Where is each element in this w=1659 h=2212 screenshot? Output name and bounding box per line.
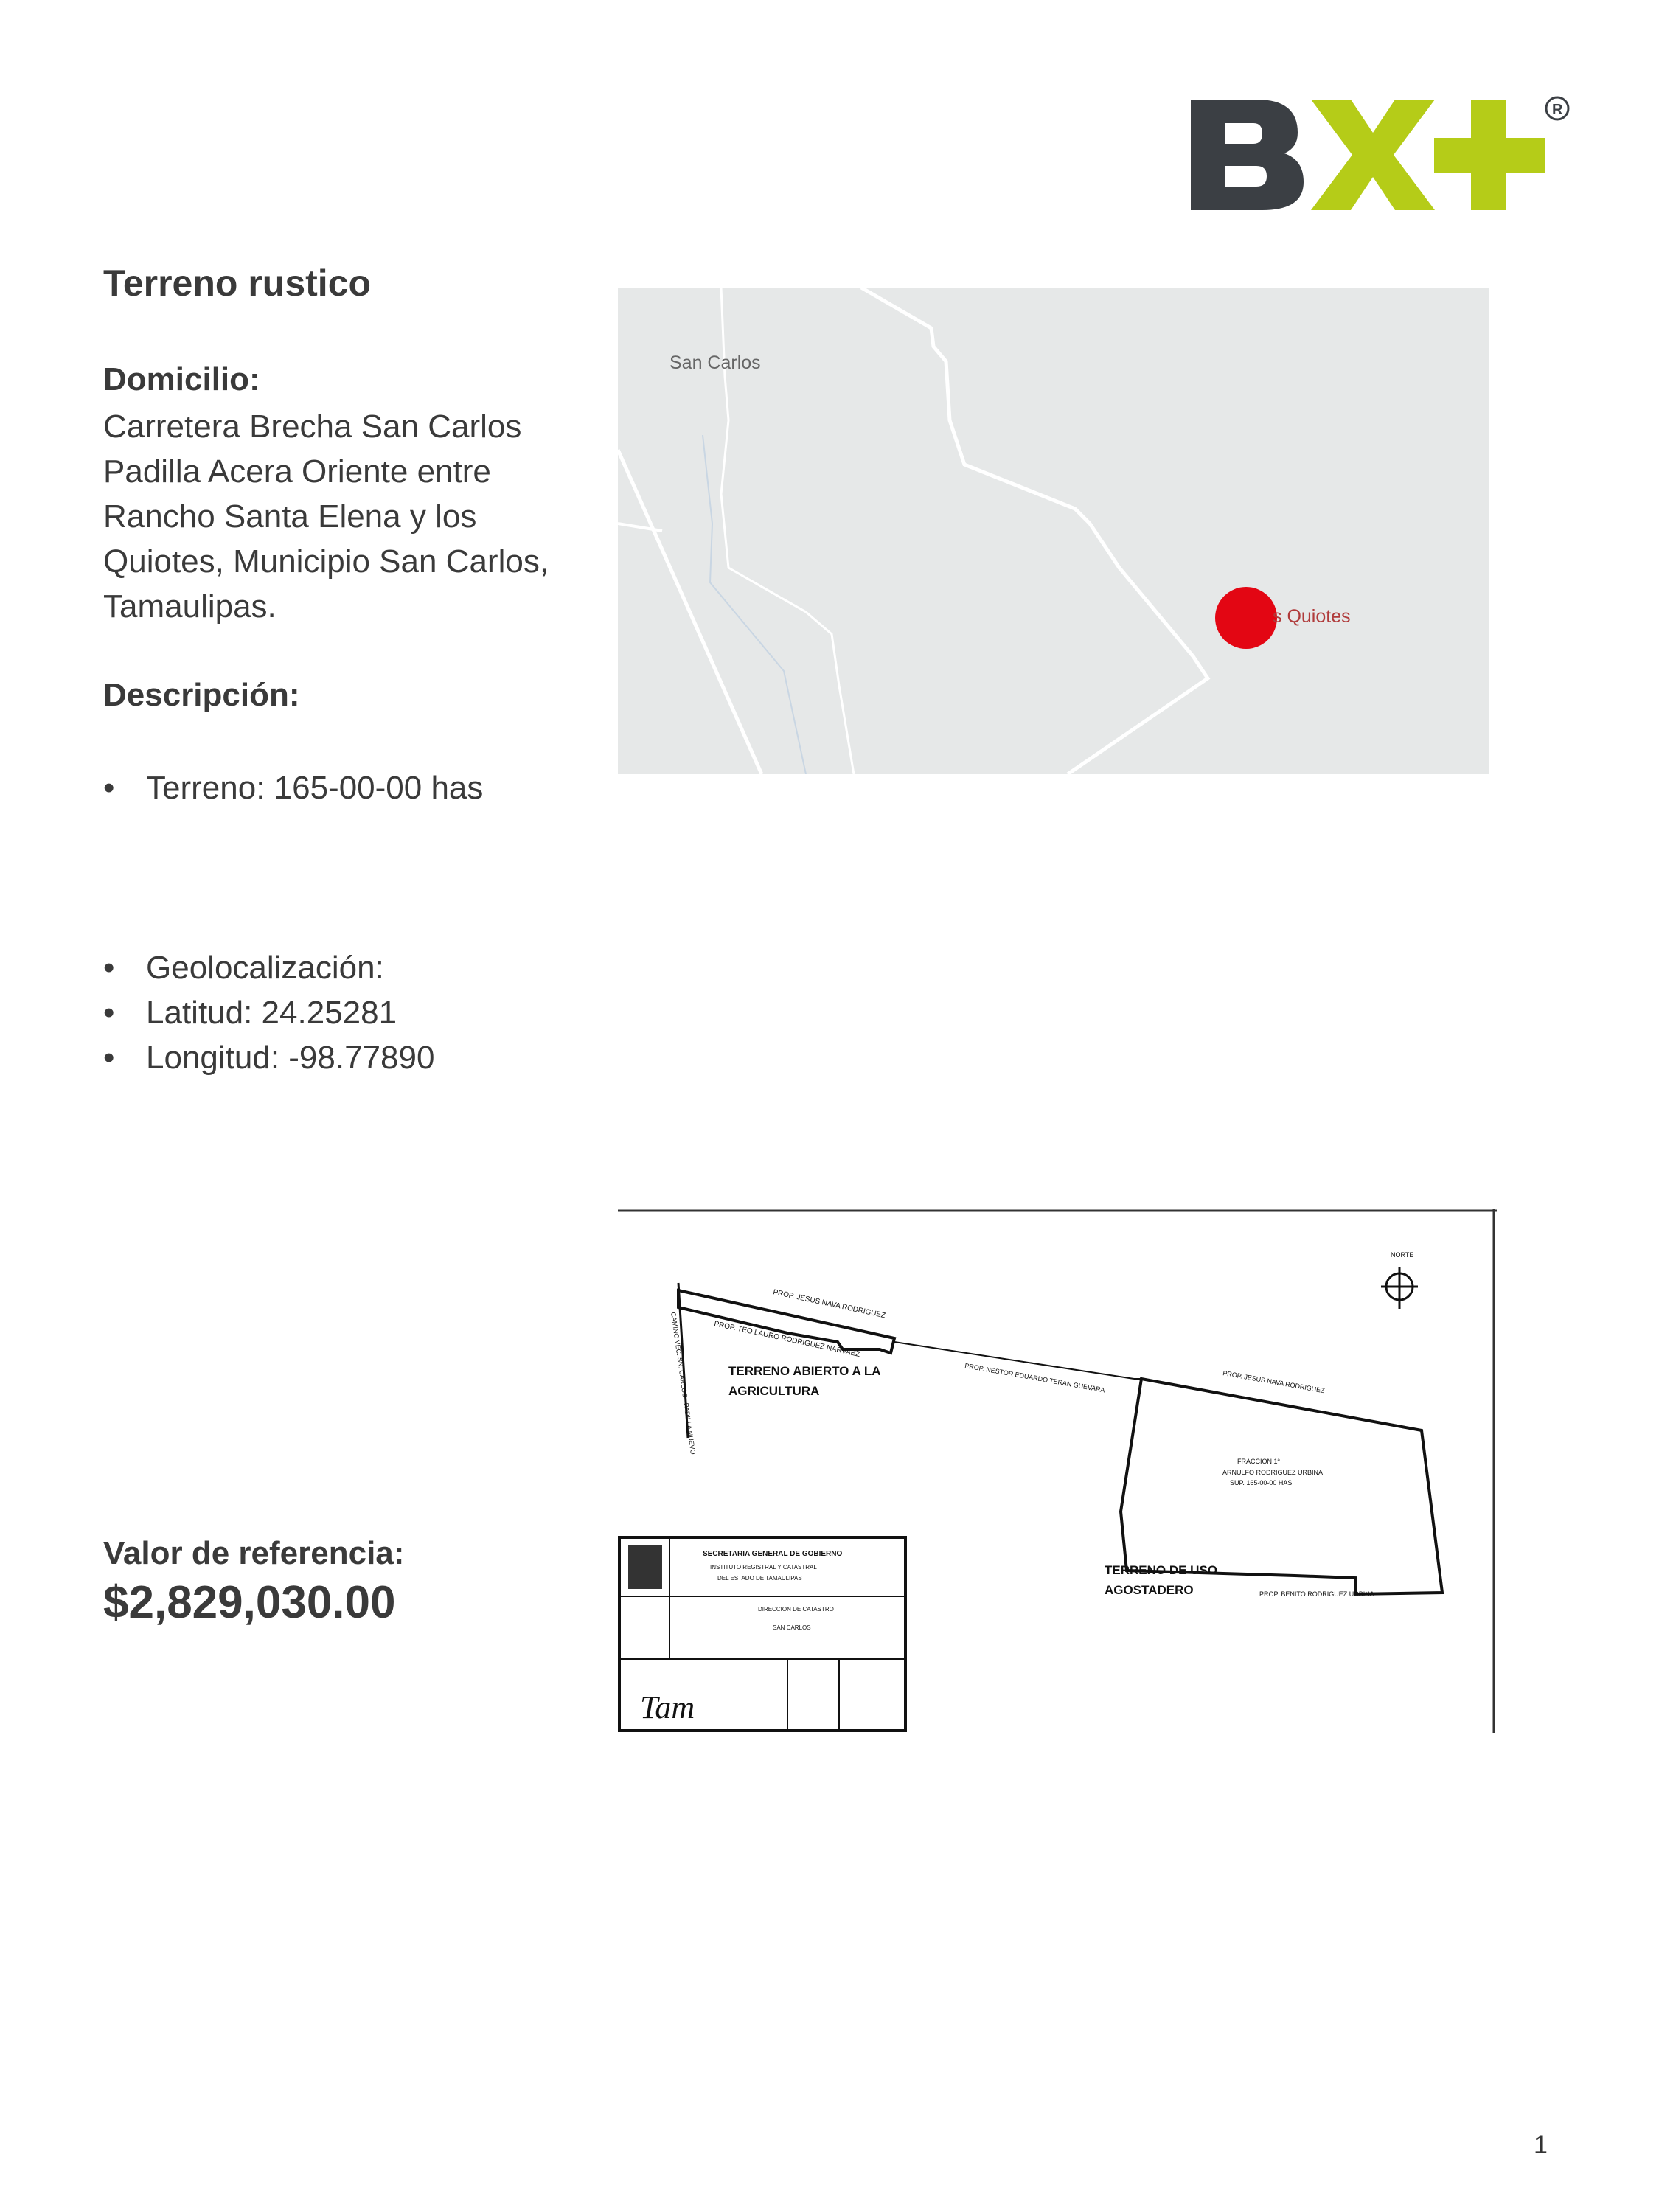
domicilio-label: Domicilio: [103, 361, 260, 397]
plan-drawing [618, 1209, 1497, 1733]
logo-b [1191, 100, 1304, 210]
bx-plus-logo [1180, 92, 1571, 218]
list-item: • Geolocalización: [103, 950, 384, 986]
plan-label: ARNULFO RODRIGUEZ URBINA [1222, 1469, 1324, 1476]
plan-label: PROP. BENITO RODRIGUEZ URBINA [1259, 1590, 1374, 1598]
address-line: Tamaulipas. [103, 588, 276, 625]
geolocation-heading: Geolocalización: [146, 950, 384, 986]
cartouche-line: INSTITUTO REGISTRAL Y CATASTRAL [710, 1564, 817, 1571]
logo-plus [1434, 100, 1545, 210]
reference-price: $2,829,030.00 [103, 1577, 396, 1628]
list-item: • Longitud: -98.77890 [103, 1040, 435, 1076]
plan-label: PROP. NESTOR EDUARDO TERAN GUEVARA [964, 1362, 1106, 1394]
map-label-quiotes: s Quiotes [1273, 606, 1351, 627]
plan-label: FRACCION 1ª [1237, 1458, 1280, 1465]
registered-mark: R [1552, 102, 1563, 118]
valor-label: Valor de referencia: [103, 1535, 405, 1571]
plan-label: PROP. TEO LAURO RODRIGUEZ NARVAEZ [713, 1320, 861, 1359]
page-title: Terreno rustico [103, 262, 372, 304]
plan-label: TERRENO DE USO [1105, 1563, 1218, 1577]
address-line: Quiotes, Municipio San Carlos, [103, 543, 549, 580]
description-list [103, 765, 483, 810]
location-pin[interactable] [1215, 587, 1277, 649]
plan-label: PROP. JESUS NAVA RODRIGUEZ [772, 1288, 886, 1321]
longitude: Longitud: -98.77890 [146, 1040, 435, 1076]
list-item: • Terreno: 165-00-00 has [103, 770, 484, 806]
cartouche-line: DIRECCION DE CATASTRO [758, 1606, 834, 1613]
address-line: Carretera Brecha San Carlos [103, 408, 522, 445]
address-block [103, 404, 605, 629]
plan-label: AGOSTADERO [1105, 1583, 1194, 1597]
descripcion-label: Descripción: [103, 677, 300, 713]
geolocation-list [103, 945, 434, 1080]
latitude: Latitud: 24.25281 [146, 995, 397, 1031]
terreno-size: Terreno: 165-00-00 has [146, 770, 484, 806]
plan-label: CAMINO VEC. SN. CARLOS - PADILLA NUEVO [669, 1311, 698, 1455]
cartouche-line: DEL ESTADO DE TAMAULIPAS [717, 1575, 802, 1582]
page-number: 1 [1534, 2131, 1548, 2159]
map-label-san-carlos: San Carlos [669, 352, 761, 373]
address-line: Rancho Santa Elena y los [103, 498, 477, 535]
address-line: Padilla Acera Oriente entre [103, 453, 491, 490]
cadastral-plan-image [618, 1209, 1497, 1733]
list-item: • Latitud: 24.25281 [103, 995, 397, 1031]
plan-label: TERRENO ABIERTO A LA [728, 1364, 881, 1378]
plan-label: PROP. JESUS NAVA RODRIGUEZ [1222, 1369, 1326, 1395]
logo-x [1311, 100, 1435, 210]
location-map[interactable] [618, 288, 1489, 774]
cartouche-line: SAN CARLOS [773, 1624, 811, 1631]
plan-label: AGRICULTURA [728, 1384, 820, 1398]
cartouche-signature: Tam [640, 1689, 695, 1725]
cartouche-line: SECRETARIA GENERAL DE GOBIERNO [703, 1550, 843, 1558]
plan-label: SUP. 165-00-00 HAS [1230, 1479, 1293, 1486]
north-label: NORTE [1391, 1251, 1414, 1259]
